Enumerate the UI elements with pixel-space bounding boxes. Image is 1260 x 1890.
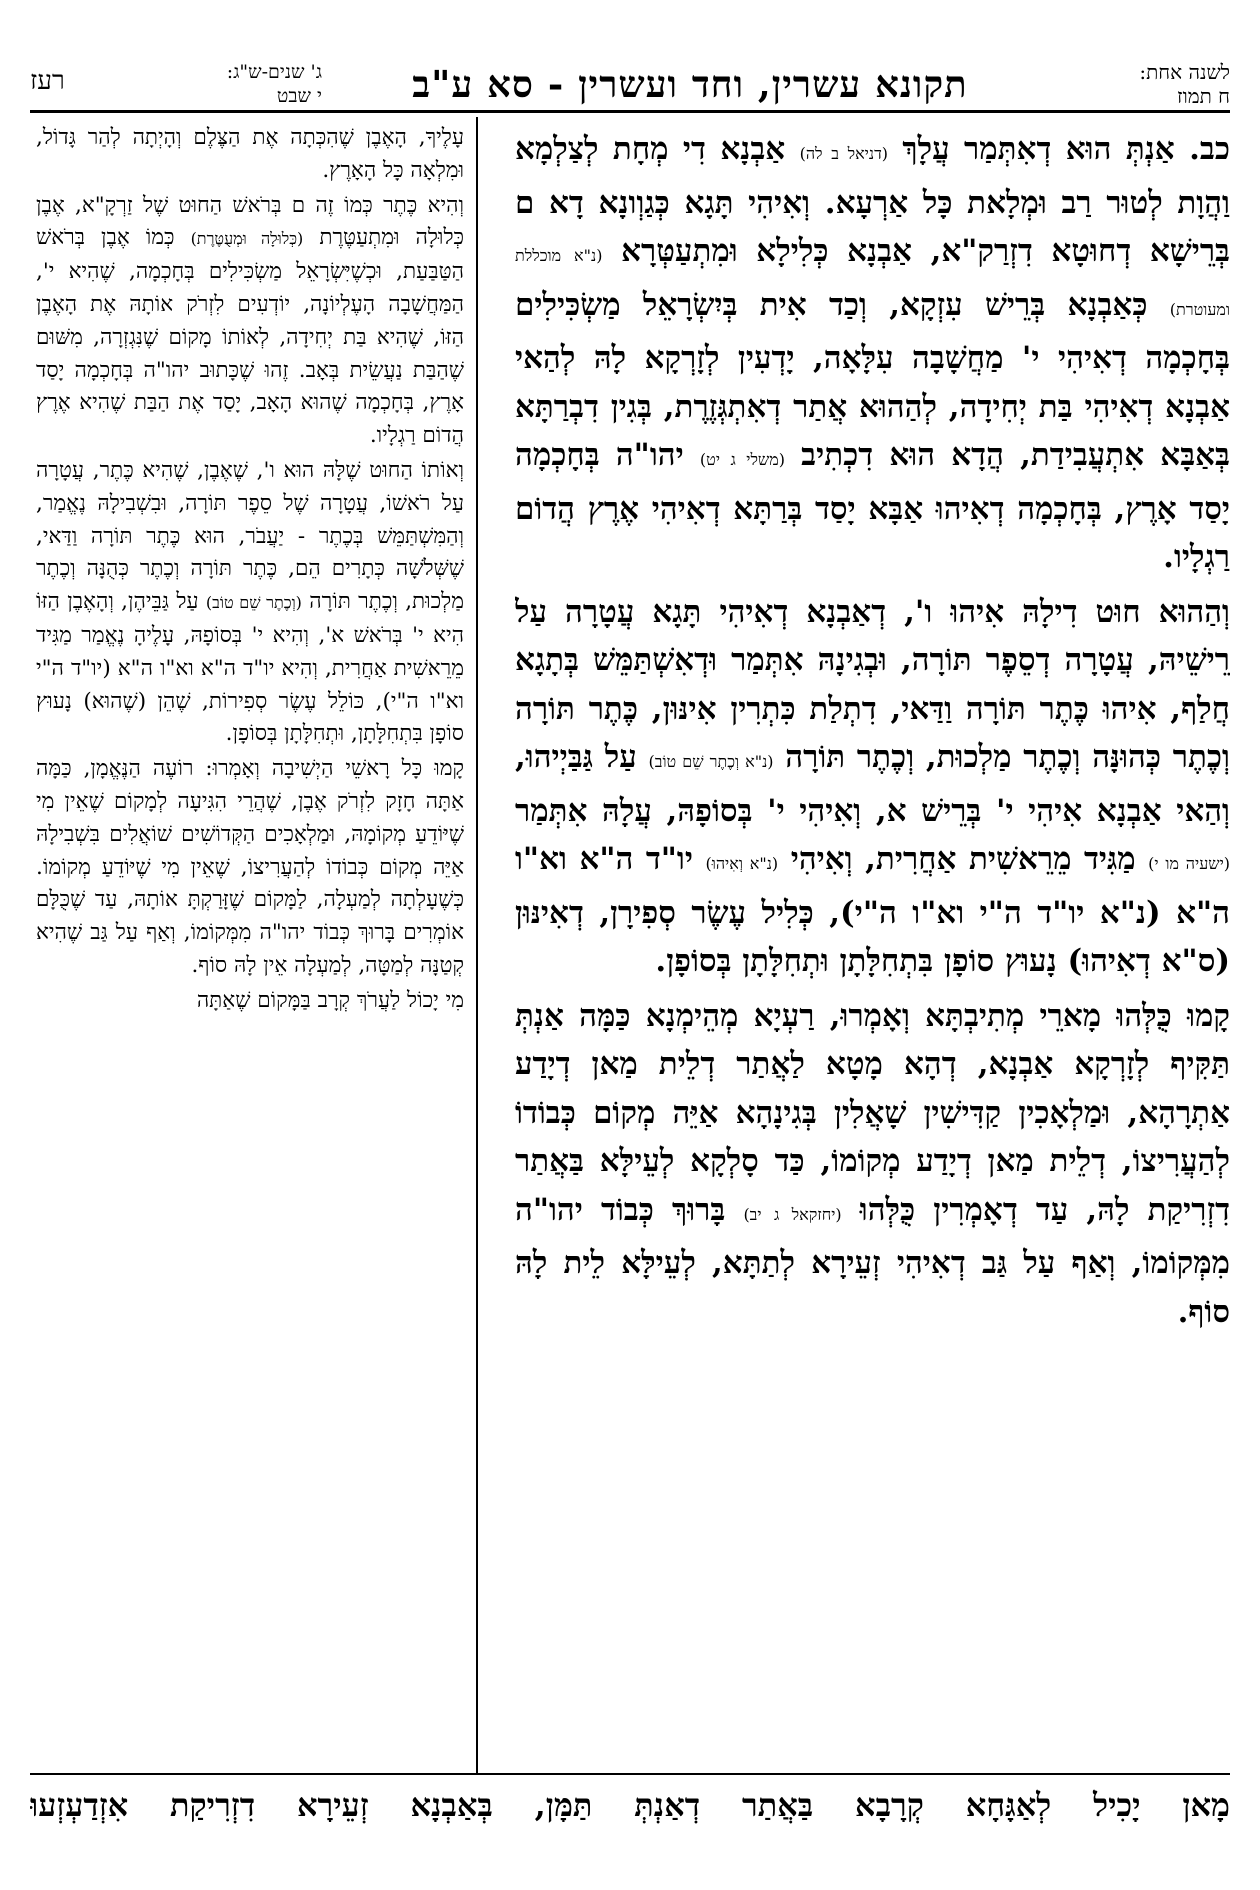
- paragraph-lead: קָמוּ: [1187, 997, 1230, 1034]
- annual-schedule: [1080, 60, 1230, 108]
- source-reference: (משלי ג יט): [699, 450, 785, 469]
- source-reference: (ישעיה מו י): [1148, 854, 1230, 873]
- paragraph-text: הָאֶבֶן שֶׁהִכְּתָה אֶת הַצֶּלֶם וְהָיְתָה לְהַר גָּדוֹל, וּמִלְאָה כָּל הָאָרֶץ.: [36, 125, 464, 183]
- footer-divider: [30, 1773, 1230, 1775]
- hebrew-translation-column: [36, 122, 464, 1772]
- paragraph-text: מַגִּיד מֵרֵאשִׁית אַחֲרִית, וְאִיהִי: [790, 841, 1136, 877]
- paragraph-lead: כב.: [1189, 131, 1230, 167]
- paragraph-lead: וְהַהוּא: [1158, 593, 1230, 630]
- page-header: [30, 60, 1230, 110]
- paragraph-lead: וְהִיא: [427, 192, 464, 218]
- main-paragraph: [515, 588, 1230, 986]
- paragraph-text: כֻּלְּהוּ מָארֵי מְתִיבְתָּא וְאָמְרוּ, רַעְיָא מְהֵימְנָא כַּמָּה אַנְתְּ תַּקִּיף לְזָרְקָא אַבְנָא, דְהָא מָטָא לַאֲתַר דְלֵית מַאן דְיָדַע אַתְרָהָא, וּמַלְאָכִין קַדִּישִׁין שָׁאֲלִין בְּגִינָהָא אַיֵּה מְקוֹם כְּבוֹדוֹ לְהַעֲרִיצוֹ, דְלֵית מַאן דְיָדַע מְקוֹמוֹ, כַּד סָלְקָא לְעֵילָּא בַּאֲתַר דִזְרִיקַת לָהּ, עַד דְאָמְרִין כֻּלְּהוּ: [515, 997, 1230, 1228]
- variant-note: (נ"א מוכללת ומעוטרת): [515, 246, 1230, 319]
- paragraph-text: כְּאַבְנָא בְּרֵישׁ עִזְקָא, וְכַד אִית בְּיִשְׂרָאֵל מַשְׂכִּילִים בְּחָכְמָה דְאִיהִי י' מַחֲשָׁבָה עִלָּאָה, יָדְעִין לְזָרְקָא לָהּ לְהַאי אַבְנָא דְאִיהִי בַּת יְחִידָה, לְהַהוּא אֲתַר דְאִתְגְּזֶרֶת, בְּגִין דִבְרַתָּא בְּאַבָּא אִתְעֲבִידַת, הֲדָא הוּא דִכְתִיב: [515, 286, 1230, 473]
- paragraph-text: כֶּתֶר כְּמוֹ זֶה ם בְּרֹאשׁ הַחוּט שֶׁל זַרְקָ"א, אֶבֶן כְּלוּלָה וּמִתְעַטֶּרֶת: [36, 192, 464, 251]
- variant-note: (נ"א וְכֶתֶר שֵׁם טוֹב): [648, 752, 774, 771]
- main-paragraph: [515, 992, 1230, 1337]
- three-year-schedule: [122, 60, 322, 108]
- main-paragraph: [515, 125, 1230, 582]
- variant-note: (וְכֶתֶר שֵׁם טוֹב): [205, 593, 302, 613]
- paragraph-text: בָּרוּךְ כְּבוֹד יהו"ה מִמְּקוֹמוֹ, וְאַף עַל גַּב דְאִיהִי זְעֵירָא לְתַתָּא, לְעֵילָּא לֵית לָהּ סוֹף.: [515, 1191, 1230, 1330]
- variant-note: (כְּלוּלָה וּמְעֻטֶּרֶת): [190, 229, 304, 249]
- paragraph-text: כְּמוֹ אֶבֶן בְּרֹאשׁ הַטַּבַּעַת, וּכְשֶׁיִּשְׂרָאֵל מַשְׂכִּילִים בְּחָכְמָה, שֶׁהִיא י', הַמַּחֲשָׁבָה הָעֶלְיוֹנָה, יוֹדְעִים לִזְרֹק אוֹתָהּ אֶת הָאֶבֶן הַזּוֹ, שֶׁהִיא בַּת יְחִידָה, לְאוֹתוֹ מָקוֹם שֶׁנִּגְזְרָה, מִשּׁוּם שֶׁהַבַּת נַעֲשֵׂית בְּאָב. זֶהוּ שֶׁכָּתוּב יהו"ה בְּחָכְמָה יָסַד אָרֶץ, בְּחָכְמָה שֶׁהוּא הָאָב, יָסַד אֶת הַבַּת שֶׁהִיא אֶרֶץ הֲדוֹם רַגְלָיו.: [36, 225, 464, 449]
- page-number: רעז: [30, 66, 65, 96]
- translation-paragraph: [36, 190, 464, 453]
- paragraph-text: אַבְנָא דִי מְחָת לְצַלְמָא וַהֲוָת לְטוּר רַב וּמְלָאת כָּל אַרְעָא. וְאִיהִי תָּגָא כְּגַוְונָא דָא ם בְּרֵישָׁא דְחוּטָא דִזְרַק"א, אַבְנָא כְּלִילָא וּמִתְעַטְּרָא: [515, 131, 1230, 269]
- translation-paragraph: [36, 985, 464, 1018]
- paragraph-lead: מִי: [445, 987, 464, 1013]
- paragraph-text: יָכוֹל לַעֲרֹךְ קְרָב בַּמָּקוֹם שֶׁאַתָּה: [196, 987, 439, 1013]
- paragraph-text: עַל גַּבַּיְיהוּ, וְהַאי אַבְנָא אִיהִי י' בְּרֵישׁ א, וְאִיהִי י' בְּסוֹפָהּ, עֲלָהּ אִתְּמַר: [515, 739, 1230, 829]
- footer-continuation-line: מָאן יָכִיל לְאַגָּחָא קְרָבָא בַּאֲתַר דְאַנְתְּ תַּמָּן, בְּאַבְנָא זְעֵירָא דִזְרִיקַת אִזְדַעְזְעוּ: [30, 1786, 1230, 1824]
- aramaic-main-column: [515, 125, 1230, 1765]
- paragraph-lead: קָמוּ: [434, 756, 464, 782]
- translation-paragraph: [36, 455, 464, 751]
- annual-schedule-date: ח תמוז: [1177, 84, 1230, 108]
- paragraph-lead: וְאוֹתוֹ: [421, 457, 464, 483]
- paragraph-text: אַנְתְּ הוּא דְאִתְּמַר עֲלָךְ: [902, 131, 1175, 167]
- three-year-schedule-label: ג' שנים-ש"ג:: [226, 61, 322, 83]
- translation-paragraph: [36, 122, 464, 188]
- paragraph-text: חוּט דִילָהּ אִיהוּ ו', דְאַבְנָא דְאִיהִי תָּגָא עֲטָרָה עַל רֵישֵׁיהּ, עֲטָרָה דְסֵפֶר תּוֹרָה, וּבְגִינָהּ אִתְּמַר וּדְאִשְׁתַּמֵּשׁ בְּתָגָא חֲלַף, אִיהוּ כֶּתֶר תּוֹרָה וַדַּאי, דִתְלַת כִּתְרִין אִינּוּן, כֶּתֶר תּוֹרָה וְכֶתֶר כְּהוּנָּה וְכֶתֶר מַלְכוּת, וְכֶתֶר תּוֹרָה: [515, 593, 1230, 775]
- paragraph-text: יו"ד ה"א וא"ו ה"א (נ"א יו"ד ה"י וא"ו ה"י), כְּלִיל עֶשֶׂר סְפִירָן, דְאִינּוּן (ס"א דְאִיהוּ) נָעוּץ סוֹפָן בִּתְחִלָּתָן וּתְחִלָּתָן בְּסוֹפָן.: [515, 841, 1230, 979]
- variant-note: (נ"א וְאִיהוּ): [705, 854, 779, 873]
- paragraph-text: כָּל רָאשֵׁי הַיְשִׁיבָה וְאָמְרוּ: רוֹעֶה הַנֶּאֱמָן, כַּמָּה אַתָּה חָזָק לִזְרֹק אֶבֶן, שֶׁהֲרֵי הִגִּיעָה לְמָקוֹם שֶׁאֵין מִי שֶׁיּוֹדֵעַ מְקוֹמָהּ, וּמַלְאָכִים הַקְּדוֹשִׁים שׁוֹאֲלִים בִּשְׁבִילָהּ אַיֵּה מְקוֹם כְּבוֹדוֹ לְהַעֲרִיצוֹ, שֶׁאֵין מִי שֶׁיּוֹדֵעַ מְקוֹמוֹ. כְּשֶׁעָלְתָה לְמַעְלָה, לַמָּקוֹם שֶׁזָּרַקְתָּ אוֹתָהּ, עַד שֶׁכֻּלָּם אוֹמְרִים בָּרוּךְ כְּבוֹד יהו"ה מִמְּקוֹמוֹ, וְאַף עַל גַּב שֶׁהִיא קְטַנָּה לְמַטָּה, לְמַעְלָה אֵין לָהּ סוֹף.: [36, 756, 464, 978]
- paragraph-text: יהו"ה בְּחָכְמָה יָסַד אָרֶץ, בְּחָכְמָה דְאִיהוּ אַבָּא יָסַד בְּרַתָּא דְאִיהִי אֶרֶץ הֲדוֹם רַגְלָיו.: [515, 437, 1230, 575]
- source-reference: (יחזקאל ג יב): [743, 1204, 842, 1224]
- three-year-schedule-date: י שבט: [276, 85, 322, 107]
- paragraph-text: עַל גַּבֵּיהֶן, וְהָאֶבֶן הַזּוֹ הִיא י' בְּרֹאשׁ א', וְהִיא י' בְּסוֹפָהּ, עָלֶיהָ נֶאֱמַר מַגִּיד מֵרֵאשִׁית אַחֲרִית, וְהִיא יו"ד ה"א וא"ו ה"א (יו"ד ה"י וא"ו ה"י), כּוֹלֵל עֶשֶׂר סְפִירוֹת, שֶׁהֵן (שֶׁהוּא) נָעוּץ סוֹפָן בִּתְחִלָּתָן, וּתְחִלָּתָן בְּסוֹפָן.: [36, 589, 464, 747]
- paragraph-text: הַחוּט שֶׁלָּהּ הוּא ו', שֶׁאֶבֶן, שֶׁהִיא כֶּתֶר, עֲטָרָה עַל רֹאשׁוֹ, עֲטָרָה שֶׁל סֵפֶר תּוֹרָה, וּבִשְׁבִילָהּ נֶאֱמַר, וְהַמִּשְׁתַּמֵּשׁ בְּכֶתֶר - יַעֲבֹר, הוּא כֶּתֶר תּוֹרָה וַדַּאי, שֶׁשְּׁלֹשָׁה כְּתָרִים הֵם, כֶּתֶר תּוֹרָה וְכֶתֶר כְּהֻנָּה וְכֶתֶר מַלְכוּת, וְכֶתֶר תּוֹרָה: [36, 457, 464, 615]
- source-reference: (דניאל ב לה): [799, 144, 888, 163]
- annual-schedule-label: לשנה אחת:: [1139, 60, 1230, 84]
- header-divider: [30, 110, 1230, 113]
- column-divider: [476, 117, 478, 1773]
- translation-paragraph: [36, 753, 464, 983]
- page-title: תקונא עשרין, וחד ועשרין - סא ע"ב: [412, 62, 968, 106]
- paragraph-lead: עָלֶיךָ,: [418, 125, 464, 150]
